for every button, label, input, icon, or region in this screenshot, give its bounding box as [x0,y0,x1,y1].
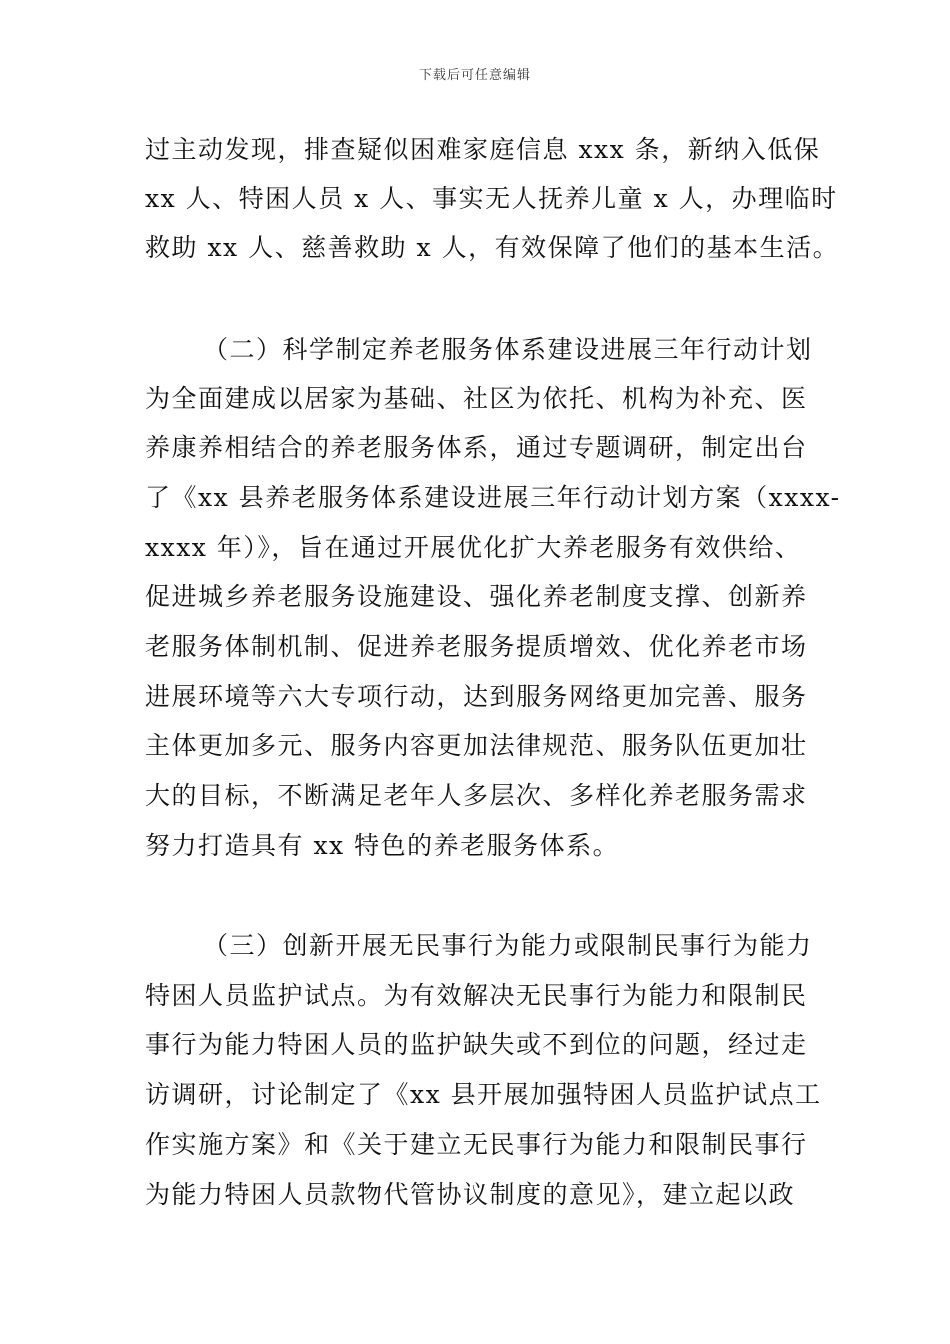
text-line: 访调研，讨论制定了《xx 县开展加强特困人员监护试点工 [145,1080,822,1109]
text-line: 了《xx 县养老服务体系建设进展三年行动计划方案（xxxx- [145,483,841,512]
text-line: 努力打造具有 xx 特色的养老服务体系。 [145,831,620,860]
text-line: 养康养相结合的养老服务体系，通过专题调研，制定出台 [145,433,808,462]
text-line: 大的目标，不断满足老年人多层次、多样化养老服务需求 [145,781,808,810]
text-line: 为全面建成以居家为基础、社区为依托、机构为补充、医 [145,384,808,413]
section-heading: （二）科学制定养老服务体系建设进展三年行动计划 [203,335,813,364]
text-line: 老服务体制机制、促进养老服务提质增效、优化养老市场 [145,632,808,661]
text-line: 促进城乡养老服务设施建设、强化养老制度支撑、创新养 [145,582,808,611]
text-line: 过主动发现，排查疑似困难家庭信息 xxx 条，新纳入低保 [145,135,821,164]
page-header: 下载后可任意编辑 [418,68,531,83]
text-line: 救助 xx 人、慈善救助 x 人，有效保障了他们的基本生活。 [145,233,840,262]
text-line: xx 人、特困人员 x 人、事实无人抚养儿童 x 人，办理临时 [145,184,838,213]
text-line: 事行为能力特困人员的监护缺失或不到位的问题，经过走 [145,1030,808,1059]
section-heading: （三）创新开展无民事行为能力或限制民事行为能力 [203,931,813,960]
text-line: 作实施方案》和《关于建立无民事行为能力和限制民事行 [145,1130,808,1159]
text-line: 主体更加多元、服务内容更加法律规范、服务队伍更加壮 [145,731,808,760]
text-line: 进展环境等六大专项行动，达到服务网络更加完善、服务 [145,682,808,711]
text-line: 特困人员监护试点。为有效解决无民事行为能力和限制民 [145,981,808,1010]
text-line: 为能力特困人员款物代管协议制度的意见》，建立起以政 [145,1180,796,1209]
text-line: xxxx 年）》，旨在通过开展优化扩大养老服务有效供给、 [145,533,802,562]
